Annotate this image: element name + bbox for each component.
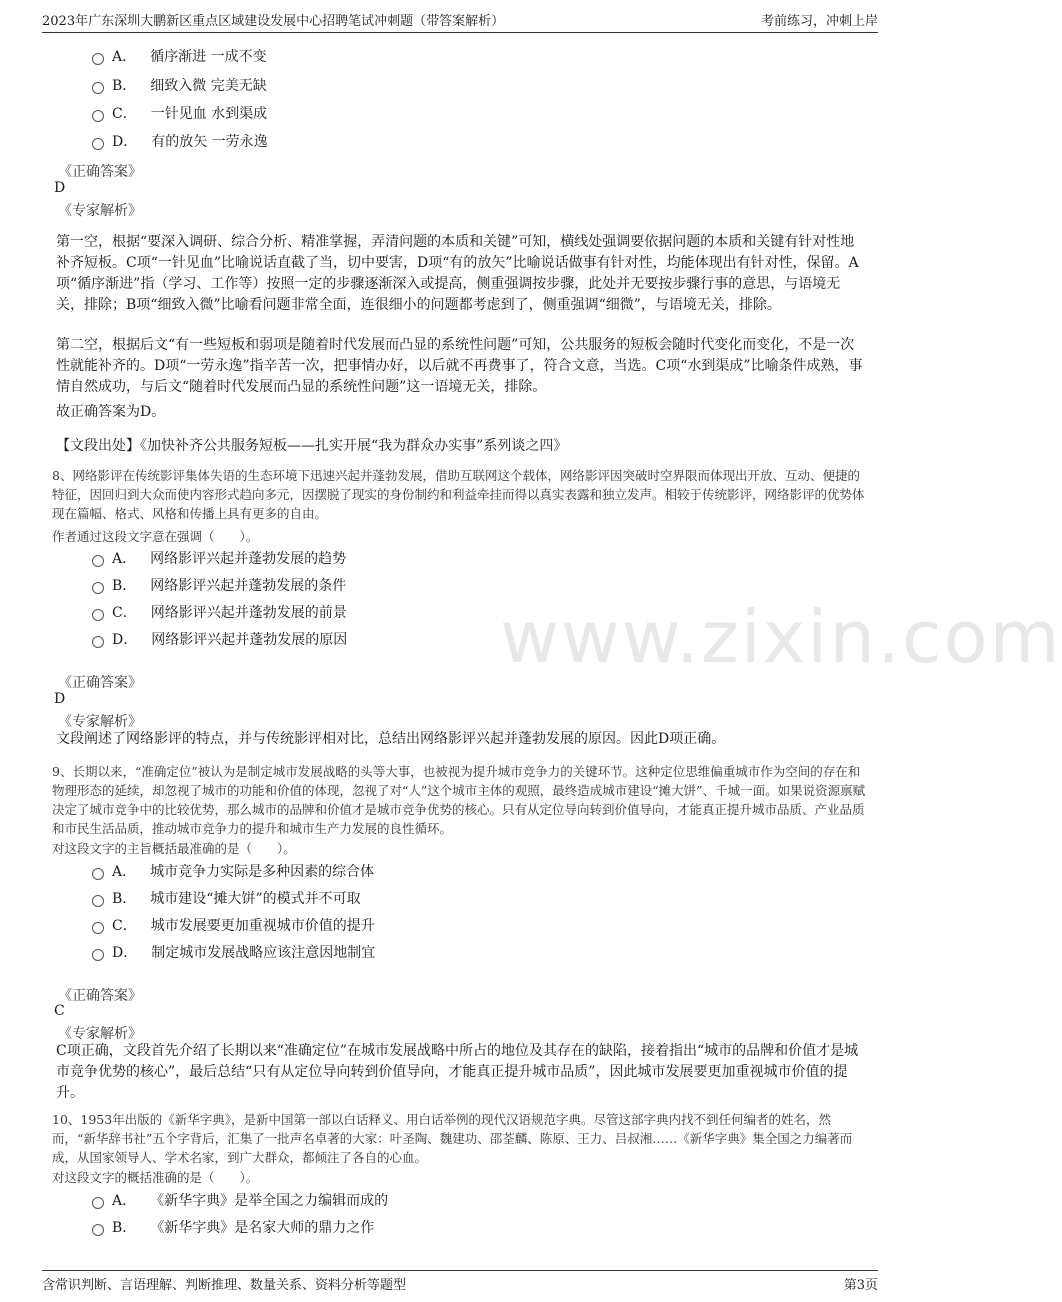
page-number: 第3页 <box>843 1277 878 1293</box>
q9-option-c[interactable]: C． 城市发展要更加重视城市价值的提升 <box>92 915 375 935</box>
header-slogan: 考前练习，冲刺上岸 <box>760 14 878 29</box>
radio-icon[interactable] <box>92 82 104 94</box>
q8-analysis: 文段阐述了网络影评的特点，并与传统影评相对比，总结出网络影评兴起并蓬勃发展的原因。因此D项正确。 <box>56 731 726 747</box>
watermark: www.zixin.com <box>500 595 1062 679</box>
q8-option-a[interactable]: A． 网络影评兴起并蓬勃发展的趋势 <box>92 548 346 568</box>
q9-answer-label: 《正确答案》 <box>58 988 142 1004</box>
q7-analysis-p1: 第一空，根据“要深入调研、综合分析、精准掌握，弄清问题的本质和关键”可知，横线处强调要依据问题的本质和关键有针对性地补齐短板。C项“一针见血”比喻说话直截了当，切中要害，D项“有的放矢”比喻说话做事有针对性，均能体现出有针对性，保留。A项“循序渐进”指（学习、工作等）按照一定的步骤逐渐深入或提高，侧重强调按步骤，此处并无要按步骤行事的意思，与语境无关，排除；B项“细致入微”比喻看问题非常全面，连很细小的问题都考虑到了，侧重强调“细微”，与语境无关，排除。 <box>56 234 859 313</box>
radio-icon[interactable] <box>92 1224 104 1236</box>
q9-option-a[interactable]: A． 城市竞争力实际是多种因素的综合体 <box>92 861 374 881</box>
q7-analysis-p2: 第二空，根据后文“有一些短板和弱项是随着时代发展而凸显的系统性问题”可知，公共服务的短板会随时代变化而变化，不是一次性就能补齐的。D项“一劳永逸”指辛苦一次，把事情办好，以后就不再费事了，符合文意，当选。C项“水到渠成”比喻条件成熟，事情自然成功，与后文“随着时代发展而凸显的系统性问题”这一语境无关，排除。 <box>56 337 863 395</box>
q8-answer: D <box>54 691 66 707</box>
q8-question: 作者通过这段文字意在强调（ ）。 <box>52 529 259 544</box>
footer-categories: 含常识判断、言语理解、判断推理、数量关系、资料分析等题型 <box>42 1277 407 1293</box>
radio-icon[interactable] <box>92 868 104 880</box>
radio-icon[interactable] <box>92 895 104 907</box>
q8-option-b[interactable]: B． 网络影评兴起并蓬勃发展的条件 <box>92 575 346 595</box>
q7-option-c[interactable]: C． 一针见血 水到渠成 <box>92 103 267 123</box>
q10-stem: 10、1953年出版的《新华字典》，是新中国第一部以白话释义、用白话举例的现代汉语规范字典。尽管这部字典内找不到任何编者的姓名，然而，“新华辞书社”五个字背后，汇集了一批声名卓著的大家：叶圣陶、魏建功、邵荃麟、陈原、王力、吕叔湘……《新华字典》集全国之力编著而成，从国家领导人、学术名家，到广大群众，都倾注了各自的心血。 <box>52 1112 853 1165</box>
q7-answer: D <box>54 180 66 196</box>
document-title: 2023年广东深圳大鹏新区重点区域建设发展中心招聘笔试冲刺题（带答案解析） <box>42 14 505 29</box>
q10-option-a[interactable]: A． 《新华字典》是举全国之力编辑而成的 <box>92 1190 388 1210</box>
radio-icon[interactable] <box>92 922 104 934</box>
q9-option-b[interactable]: B． 城市建设“摊大饼”的模式并不可取 <box>92 888 361 908</box>
q9-analysis-label: 《专家解析》 <box>58 1026 142 1042</box>
radio-icon[interactable] <box>92 53 104 65</box>
q9-stem: 9、长期以来，“准确定位”被认为是制定城市发展战略的头等大事，也被视为提升城市竞争力的关键环节。这种定位思维偏重城市作为空间的存在和物理形态的延续，却忽视了城市的功能和价值的体现，忽视了对“人”这个城市主体的观照，最终造成城市建设“摊大饼”、千城一面。如果说资源禀赋决定了城市竞争中的比较优势，那么城市的品牌和价值才是城市竞争优势的核心。只有从定位导向转到价值导向，才能真正提升城市品质、产业品质和市民生活品质，推动城市竞争力的提升和城市生产力发展的良性循环。 <box>52 764 866 836</box>
q7-source: 【文段出处】《加快补齐公共服务短板——扎实开展“我为群众办实事”系列谈之四》 <box>56 438 568 454</box>
page-header <box>42 10 878 33</box>
radio-icon[interactable] <box>92 555 104 567</box>
q9-option-d[interactable]: D． 制定城市发展战略应该注意因地制宜 <box>92 942 375 962</box>
q8-answer-label: 《正确答案》 <box>58 675 142 691</box>
radio-icon[interactable] <box>92 110 104 122</box>
q9-analysis: C项正确，文段首先介绍了长期以来“准确定位”在城市发展战略中所占的地位及其存在的缺陷，接着指出“城市的品牌和价值才是城市竞争优势的核心”，最后总结“只有从定位导向转到价值导向，才能真正提升城市品质”，因此城市发展要更加重视城市价值的提升。 <box>56 1043 859 1101</box>
q7-answer-label: 《正确答案》 <box>58 164 142 180</box>
q7-analysis-label: 《专家解析》 <box>58 203 142 219</box>
q9-question: 对这段文字的主旨概括最准确的是（ ）。 <box>52 841 296 856</box>
q7-option-b[interactable]: B． 细致入微 完美无缺 <box>92 75 267 95</box>
radio-icon[interactable] <box>92 949 104 961</box>
radio-icon[interactable] <box>92 1197 104 1209</box>
q8-analysis-label: 《专家解析》 <box>58 714 142 730</box>
q7-analysis-p3: 故正确答案为D。 <box>56 404 166 420</box>
q8-option-d[interactable]: D． 网络影评兴起并蓬勃发展的原因 <box>92 629 347 649</box>
q7-option-d[interactable]: D． 有的放矢 一劳永逸 <box>92 131 268 151</box>
q8-stem: 8、网络影评在传统影评集体失语的生态环境下迅速兴起并蓬勃发展，借助互联网这个载体，网络影评因突破时空界限而体现出开放、互动、便捷的特征，因回归到大众而使内容形式趋向多元，因摆脱了现实的身份制约和利益牵挂而得以真实表露和独立发声。相较于传统影评，网络影评的优势体现在篇幅、格式、风格和传播上具有更多的自由。 <box>52 468 865 521</box>
q10-option-b[interactable]: B． 《新华字典》是名家大师的鼎力之作 <box>92 1217 374 1237</box>
radio-icon[interactable] <box>92 636 104 648</box>
q10-question: 对这段文字的概括准确的是（ ）。 <box>52 1170 259 1185</box>
q7-option-a[interactable]: A． 循序渐进 一成不变 <box>92 46 267 66</box>
radio-icon[interactable] <box>92 609 104 621</box>
page-footer <box>42 1270 878 1295</box>
q9-answer: C <box>54 1003 65 1019</box>
q8-option-c[interactable]: C． 网络影评兴起并蓬勃发展的前景 <box>92 602 347 622</box>
radio-icon[interactable] <box>92 138 104 150</box>
radio-icon[interactable] <box>92 582 104 594</box>
